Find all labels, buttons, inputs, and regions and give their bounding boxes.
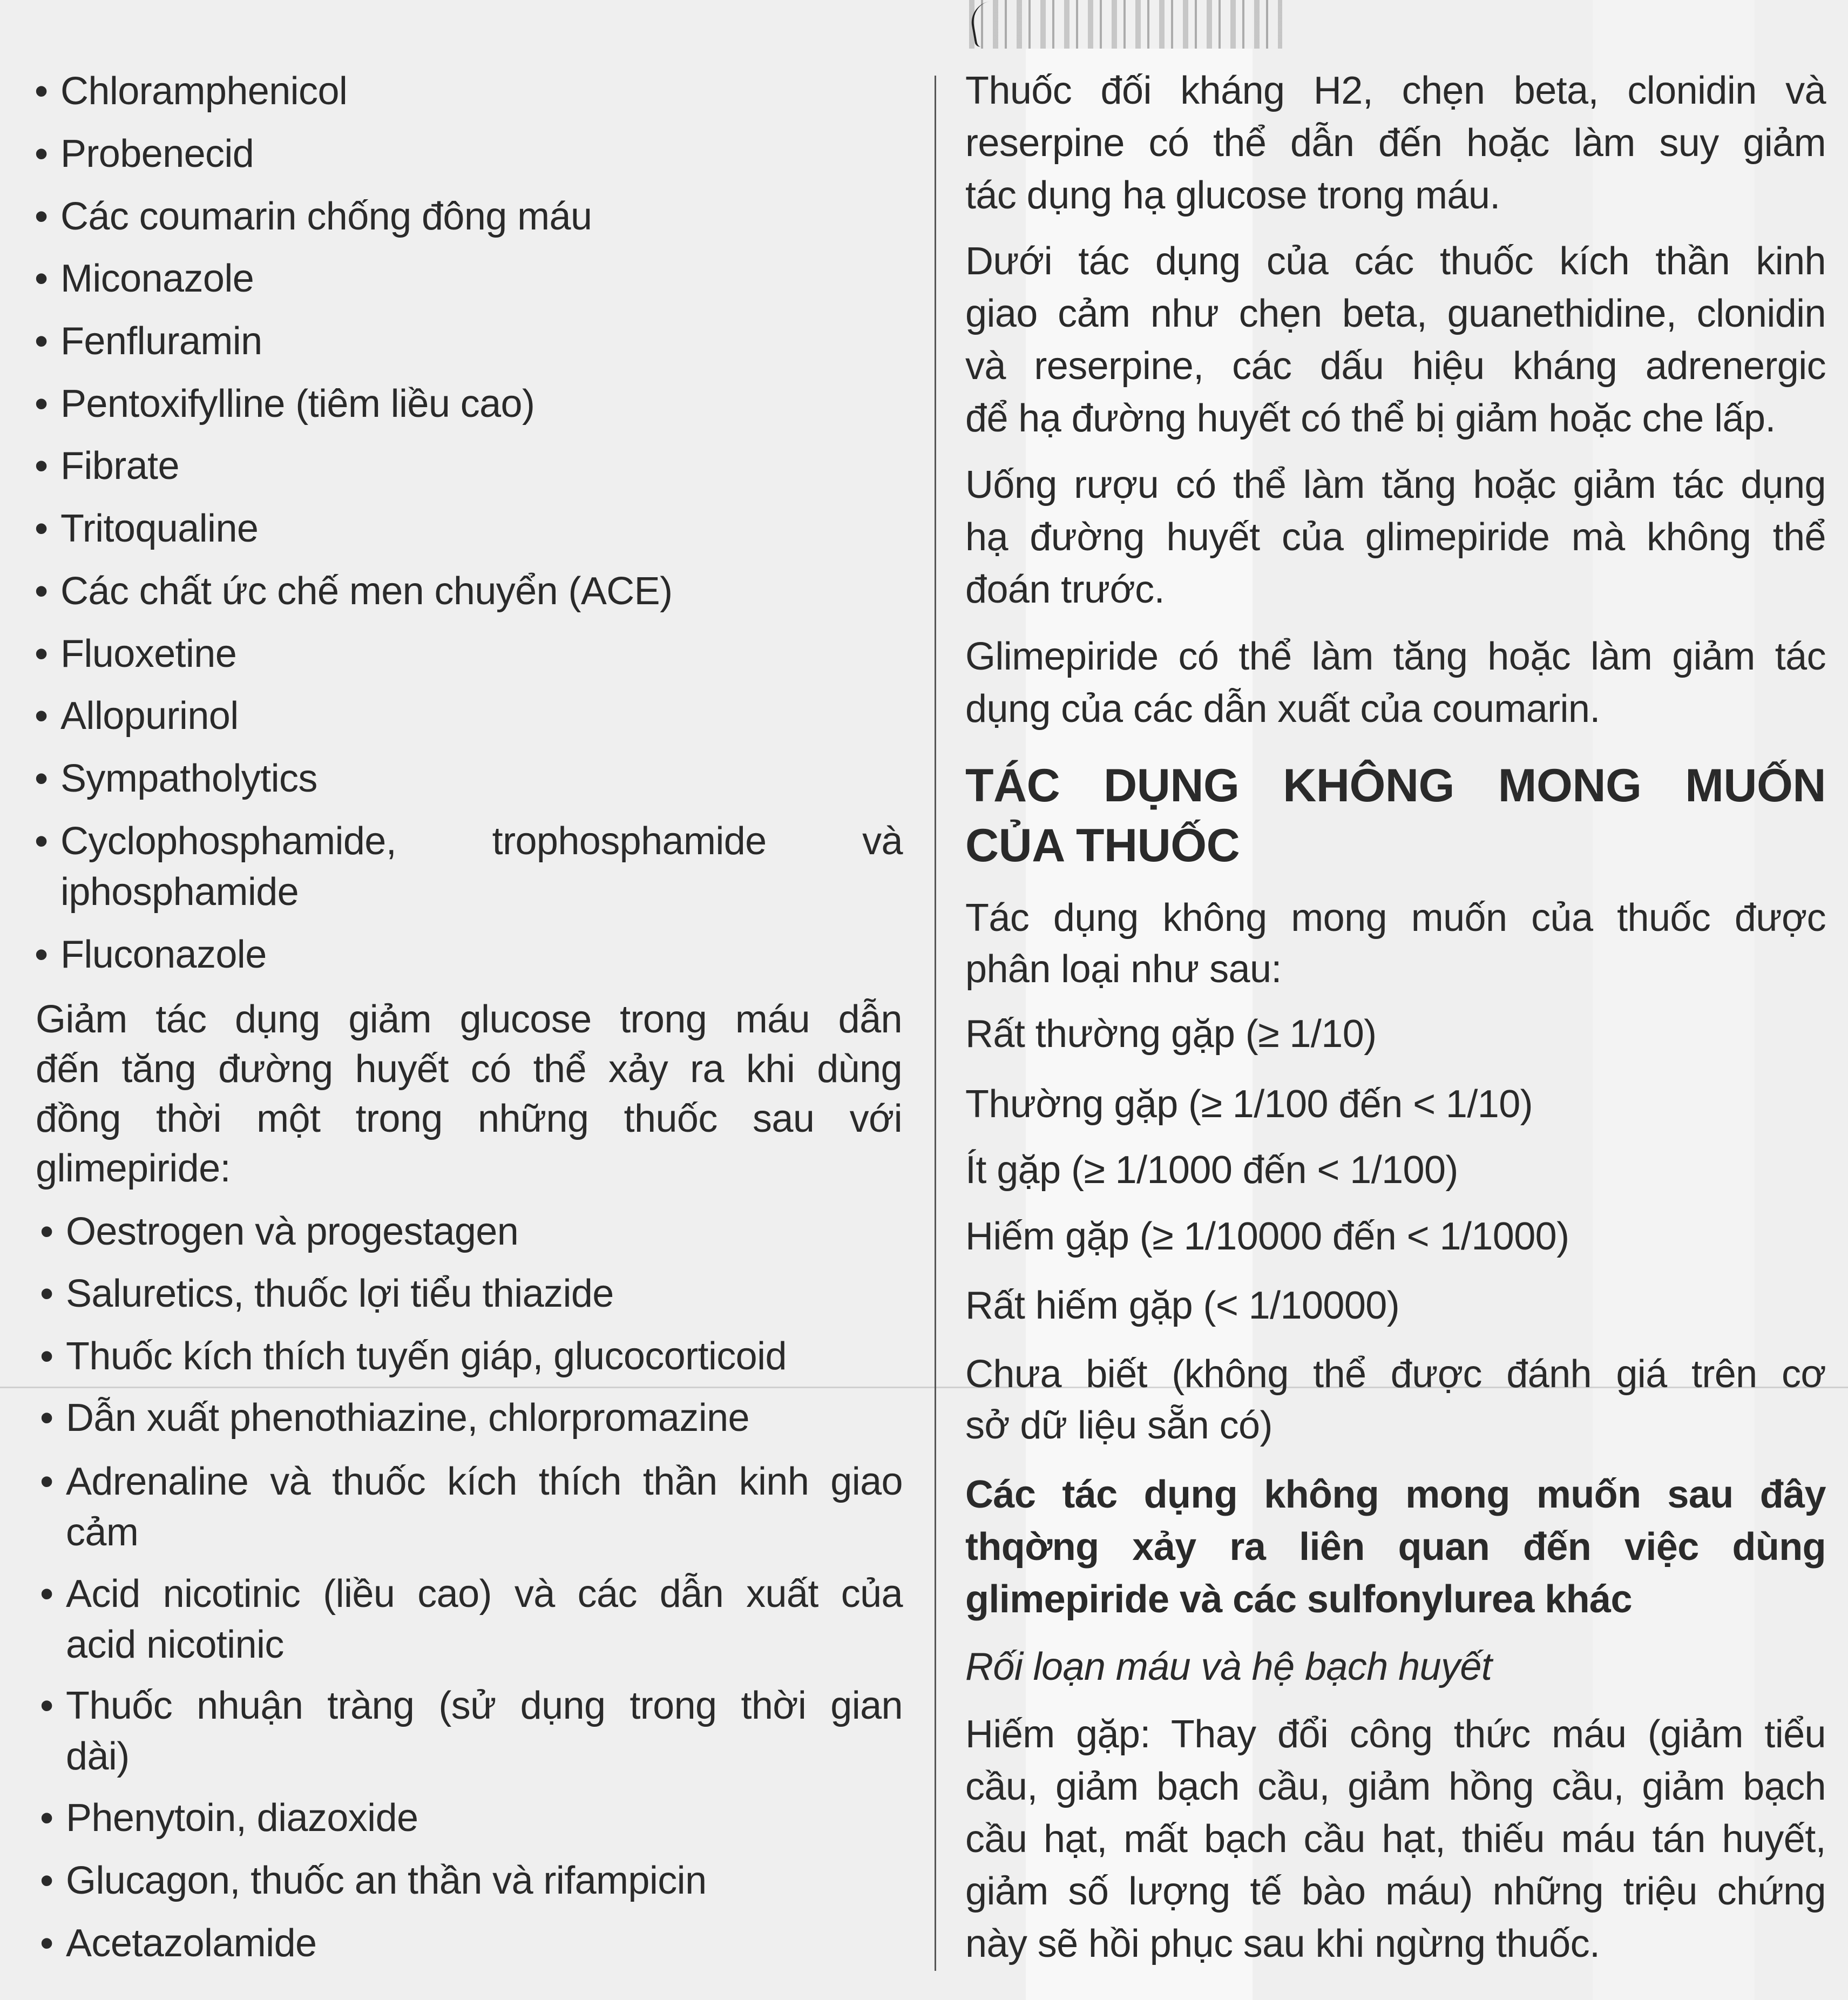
list-item [35,129,903,179]
bullet-icon: • [35,570,48,613]
text-line: đến tăng đường huyết có thể xảy ra khi dùng [36,1048,902,1091]
bullet-icon: • [35,757,48,800]
text-line: Hiếm gặp (≥ 1/10000 đến < 1/1000) [965,1215,1569,1258]
text-line: Saluretics, thuốc lợi tiểu thiazide [66,1272,614,1315]
text-line: TÁC DỤNG KHÔNG MONG MUỐN [965,760,1826,812]
paragraph [965,459,1826,616]
text-line: acid nicotinic [66,1623,284,1666]
text-line: glimepiride và các sulfonylurea khác [965,1578,1632,1621]
text-line: dụng của các dẫn xuất của coumarin. [965,687,1600,731]
text-line: Pentoxifylline (tiêm liều cao) [60,382,535,425]
list-item [40,1569,903,1670]
paragraph [965,631,1826,735]
list-item [40,1393,903,1443]
text-line: cầu, giảm bạch cầu, giảm hồng cầu, giảm bạch [965,1765,1826,1808]
bullet-icon: • [35,382,48,425]
text-line: Cyclophosphamide, trophosphamide và [60,820,903,863]
list-item [35,753,903,804]
bullet-icon: • [35,320,48,363]
bullet-icon: • [40,1272,53,1315]
bullet-icon: • [40,1460,53,1503]
text-line: Glimepiride có thể làm tăng hoặc làm giảm tác [965,635,1826,678]
text-line: Glucagon, thuốc an thần và rifampicin [66,1859,707,1902]
text-line: thqờng xảy ra liên quan đến việc dùng [965,1525,1826,1569]
paragraph [965,1079,1826,1130]
text-line: hạ đường huyết của glimepiride mà không thể [965,516,1826,559]
bullet-icon: • [35,632,48,675]
text-line: glimepiride: [36,1147,231,1190]
list-item [35,66,903,117]
list-item [35,316,903,367]
list-item [35,191,903,242]
text-line: Acid nicotinic (liều cao) và các dẫn xuất của [66,1572,903,1616]
text-line: này sẽ hồi phục sau khi ngừng thuốc. [965,1922,1600,1965]
text-line: Thuốc nhuận tràng (sử dụng trong thời gian [66,1684,903,1727]
text-line: Fluoxetine [60,632,237,675]
barcode-strip [969,0,1282,49]
text-line: giảm số lượng tế bào máu) những triệu chứng [965,1870,1826,1913]
bullet-icon: • [40,1335,53,1378]
text-line: cảm [66,1511,139,1554]
text-line: Miconazole [60,257,254,300]
list-item [35,566,903,617]
text-line: Chloramphenicol [60,70,348,113]
paragraph [965,1349,1826,1451]
list-item [40,1680,903,1782]
list-item [40,1331,903,1382]
text-line: reserpine có thể dẫn đến hoặc làm suy giảm [965,121,1826,165]
paragraph [965,65,1826,222]
category-label [965,1641,1826,1693]
text-line: tác dụng hạ glucose trong máu. [965,174,1500,217]
text-line: CỦA THUỐC [965,820,1240,871]
list-item [35,253,903,304]
text-line: iphosphamide [60,870,299,914]
paragraph [36,995,902,1193]
bullet-icon: • [35,444,48,488]
list-item [35,929,903,980]
text-line: Fenfluramin [60,320,262,363]
bullet-icon: • [40,1210,53,1253]
text-line: để hạ đường huyết có thể bị giảm hoặc che lấp. [965,397,1776,440]
list-item [35,379,903,429]
text-line: Rối loạn máu và hệ bạch huyết [965,1645,1492,1688]
bullet-icon: • [35,132,48,175]
text-line: phân loại như sau: [965,948,1282,991]
text-line: giao cảm như chẹn beta, guanethidine, clonidin [965,292,1826,335]
text-line: Probenecid [60,132,254,175]
paragraph [965,893,1826,995]
text-line: sở dữ liệu sẵn có) [965,1404,1272,1447]
bullet-icon: • [35,195,48,238]
bullet-icon: • [35,257,48,300]
text-line: đồng thời một trong những thuốc sau với [36,1097,902,1140]
text-line: Các chất ức chế men chuyển (ACE) [60,570,673,613]
list-item [35,691,903,741]
text-line: Thuốc đối kháng H2, chẹn beta, clonidin và [965,69,1826,112]
text-line: đoán trước. [965,568,1165,611]
text-line: Allopurinol [60,694,239,738]
text-line: Oestrogen và progestagen [66,1210,519,1253]
list-item [40,1855,903,1906]
bullet-icon: • [40,1684,53,1727]
text-line: Giảm tác dụng giảm glucose trong máu dẫn [36,998,902,1041]
text-line: Các tác dụng không mong muốn sau đây [965,1473,1826,1516]
bullet-icon: • [40,1396,53,1440]
paragraph [965,1708,1826,1970]
text-line: cầu hạt, mất bạch cầu hạt, thiếu máu tán huyết, [965,1817,1826,1861]
list-item [35,503,903,554]
text-line: dài) [66,1735,130,1778]
bullet-icon: • [40,1922,53,1965]
text-line: Tác dụng không mong muốn của thuốc được [965,896,1826,940]
text-line: Rất thường gặp (≥ 1/10) [965,1012,1377,1056]
text-line: Fluconazole [60,933,267,976]
list-item [35,441,903,491]
bullet-icon: • [40,1796,53,1840]
text-line: Phenytoin, diazoxide [66,1796,418,1840]
text-line: Adrenaline và thuốc kích thích thần kinh giao [66,1460,903,1503]
column-divider [935,76,936,1971]
list-item [40,1456,903,1558]
text-line: Dưới tác dụng của các thuốc kích thần kinh [965,240,1826,283]
text-line: Hiếm gặp: Thay đổi công thức máu (giảm tiểu [965,1713,1826,1756]
list-item [40,1918,903,1969]
list-item [40,1206,903,1257]
text-line: Tritoqualine [60,507,259,550]
list-item [35,816,903,917]
bullet-icon: • [35,820,48,863]
paragraph [965,235,1826,445]
text-line: Acetazolamide [66,1922,317,1965]
list-item [35,629,903,679]
text-line: Các coumarin chống đông máu [60,195,592,238]
section-heading [965,756,1826,876]
text-line: Ít gặp (≥ 1/1000 đến < 1/100) [965,1148,1458,1192]
bullet-icon: • [40,1572,53,1616]
text-line: Chưa biết (không thể được đánh giá trên cơ [965,1353,1826,1396]
paragraph [965,1145,1826,1196]
text-line: Fibrate [60,444,179,488]
text-line: Thường gặp (≥ 1/100 đến < 1/10) [965,1083,1533,1126]
bullet-icon: • [35,70,48,113]
list-item [40,1793,903,1843]
text-line: Sympatholytics [60,757,317,800]
subheading [965,1469,1826,1626]
bullet-icon: • [40,1859,53,1902]
paragraph [965,1211,1826,1262]
bullet-icon: • [35,694,48,738]
text-line: Thuốc kích thích tuyến giáp, glucocorticoid [66,1335,787,1378]
list-item [40,1268,903,1319]
text-line: Rất hiếm gặp (< 1/10000) [965,1284,1400,1327]
bullet-icon: • [35,933,48,976]
bullet-icon: • [35,507,48,550]
text-line: Uống rượu có thể làm tăng hoặc giảm tác dụng [965,463,1826,506]
paragraph [965,1009,1826,1060]
paragraph [965,1280,1826,1332]
text-line: Dẫn xuất phenothiazine, chlorpromazine [66,1396,749,1440]
text-line: và reserpine, các dấu hiệu kháng adrenergic [965,344,1826,388]
